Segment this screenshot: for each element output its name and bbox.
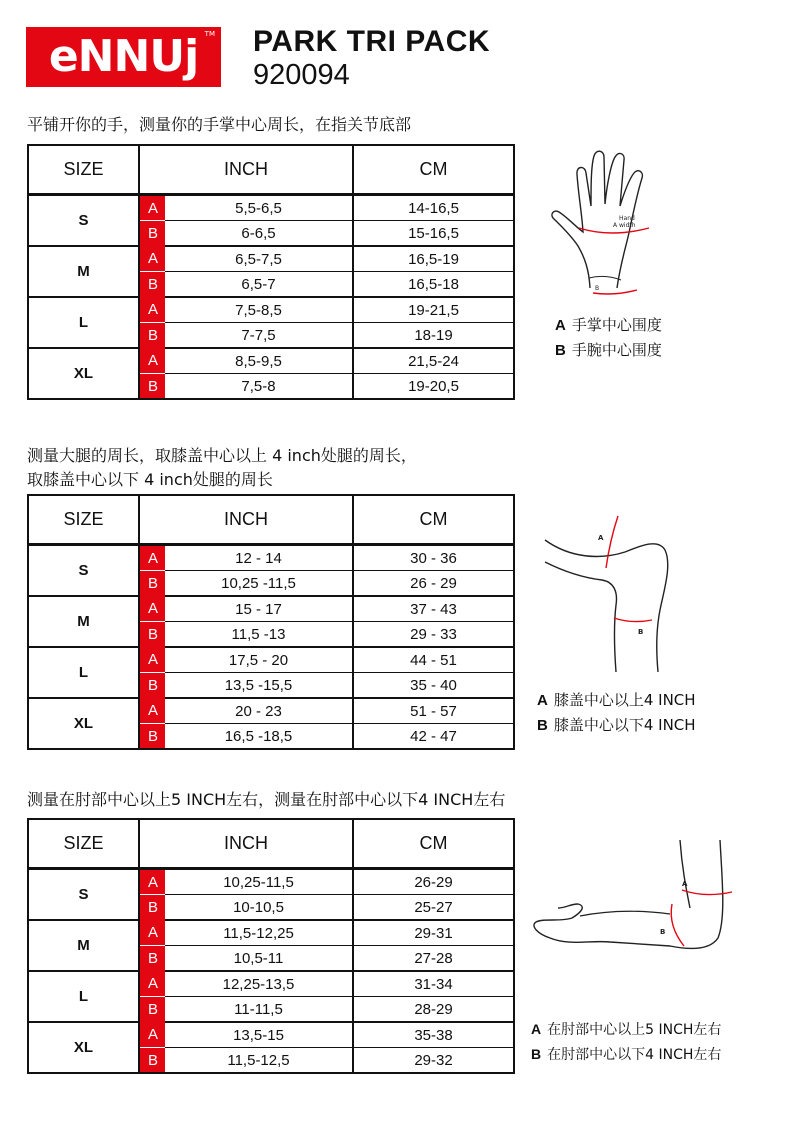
mark-a: A xyxy=(139,545,165,571)
inch-value: 13,5-15 xyxy=(165,1022,353,1048)
trademark: TM xyxy=(204,30,215,38)
inch-header: INCH xyxy=(139,145,353,195)
size-label: XL xyxy=(28,348,139,399)
mark-b: B xyxy=(139,1048,165,1074)
wrist-measure-line xyxy=(593,290,637,294)
cm-value: 25-27 xyxy=(353,895,514,921)
inch-value: 5,5-6,5 xyxy=(165,195,353,221)
heading-line: 平铺开你的手，测量你的手掌中心周长，在指关节底部 xyxy=(27,115,412,134)
cm-value: 19-20,5 xyxy=(408,377,459,395)
calf-measure-line xyxy=(614,618,652,622)
inch-value: 12 - 14 xyxy=(165,545,353,571)
a-label: A xyxy=(598,534,604,542)
size-header: SIZE xyxy=(28,819,139,869)
a-width-label: A width xyxy=(613,222,636,229)
cm-value: 26-29 xyxy=(353,869,514,895)
mark-a: A xyxy=(139,971,165,997)
size-label: L xyxy=(28,971,139,1022)
mark-a: A xyxy=(139,297,165,323)
table-row xyxy=(28,1022,514,1048)
arm-outline xyxy=(534,840,723,948)
mark-a: A xyxy=(139,869,165,895)
mark-a: A xyxy=(139,647,165,673)
table-row xyxy=(28,647,514,673)
mark-b: B xyxy=(139,272,165,298)
hand-illustration xyxy=(545,148,685,307)
mark-b: B xyxy=(139,997,165,1023)
heading-line: 测量大腿的周长，取膝盖中心以上 4 inch处腿的周长， xyxy=(27,446,417,465)
inch-value: 6,5-7,5 xyxy=(165,246,353,272)
cm-header: CM xyxy=(353,819,514,869)
inch-value: 6-6,5 xyxy=(165,221,353,247)
cm-value: 14-16,5 xyxy=(353,195,514,221)
cm-value: 15-16,5 xyxy=(353,221,514,247)
inch-value: 11,5-12,5 xyxy=(165,1048,353,1074)
a-label: A xyxy=(682,880,688,888)
mark-a: A xyxy=(139,920,165,946)
table-row xyxy=(28,869,514,895)
mark-b: B xyxy=(139,374,165,400)
cm-value: 28-29 xyxy=(353,997,514,1023)
inch-value: 16,5 -18,5 xyxy=(165,724,353,750)
cm-value: 42 - 47 xyxy=(410,727,457,745)
legend-item-a: A 手掌中心围度 xyxy=(555,316,662,334)
inch-value: 10,25-11,5 xyxy=(165,869,353,895)
upper-arm-outline xyxy=(680,840,690,908)
inch-value: 10-10,5 xyxy=(165,895,353,921)
mark-b: B xyxy=(139,895,165,921)
inch-value: 17,5 - 20 xyxy=(165,647,353,673)
mark-b: B xyxy=(139,622,165,648)
size-label: L xyxy=(28,297,139,348)
table-row xyxy=(28,246,514,272)
b-label: B xyxy=(595,285,600,292)
inch-value: 7,5-8,5 xyxy=(165,297,353,323)
inch-value: 8,5-9,5 xyxy=(165,348,353,374)
table-header-row xyxy=(28,495,514,545)
inch-value: 7-7,5 xyxy=(165,323,353,349)
cm-value: 16,5-18 xyxy=(353,272,514,298)
cm-value: 19-21,5 xyxy=(353,297,514,323)
cm-value: 44 - 51 xyxy=(353,647,514,673)
mark-b: B xyxy=(139,724,165,750)
table-row xyxy=(28,195,514,221)
cm-value: 35-38 xyxy=(353,1022,514,1048)
section-elbow-heading xyxy=(27,788,505,812)
upper-measure-line xyxy=(682,890,732,895)
mark-b: B xyxy=(139,673,165,699)
size-header: SIZE xyxy=(28,145,139,195)
table-row xyxy=(28,348,514,374)
cm-value: 35 - 40 xyxy=(353,673,514,699)
inch-value: 15 - 17 xyxy=(165,596,353,622)
size-label: S xyxy=(28,545,139,597)
size-table-elbow xyxy=(27,818,515,1074)
section-hand-heading xyxy=(27,113,411,137)
heading-line: 取膝盖中心以下 4 inch处腿的周长 xyxy=(27,470,273,489)
legend-item-b: B 膝盖中心以下4 INCH xyxy=(537,716,696,734)
cm-value: 18-19 xyxy=(353,323,514,349)
table-row xyxy=(28,920,514,946)
size-table-hand xyxy=(27,144,515,400)
thigh-measure-line xyxy=(606,516,618,568)
legend-item-a: A 在肘部中心以上5 INCH左右 xyxy=(531,1021,722,1038)
wrist-crease xyxy=(589,276,621,280)
mark-a: A xyxy=(139,596,165,622)
inch-value: 7,5-8 xyxy=(165,374,353,400)
table-header-row xyxy=(28,819,514,869)
knee-legend xyxy=(537,688,696,738)
brand-logo xyxy=(26,27,221,87)
inch-header: INCH xyxy=(139,495,353,545)
table-row xyxy=(28,971,514,997)
elbow-illustration xyxy=(530,838,750,972)
section-knee-heading xyxy=(27,444,417,492)
size-label: M xyxy=(28,596,139,647)
forearm-outline xyxy=(580,911,670,916)
product-name: PARK TRI PACK xyxy=(253,25,491,58)
elbow-legend xyxy=(531,1017,721,1067)
table-row xyxy=(28,596,514,622)
mark-b: B xyxy=(139,221,165,247)
legend-item-a: A 膝盖中心以上4 INCH xyxy=(537,691,696,709)
inch-value: 11-11,5 xyxy=(165,997,353,1023)
mark-a: A xyxy=(139,246,165,272)
cm-value: 21,5-24 xyxy=(353,348,514,374)
table-row xyxy=(28,698,514,724)
b-label: B xyxy=(660,928,666,936)
cm-value: 29-31 xyxy=(353,920,514,946)
hand-label: Hand xyxy=(619,215,635,222)
leg-outline-bottom xyxy=(545,562,616,672)
hand-legend xyxy=(555,313,662,363)
b-label: B xyxy=(638,628,644,636)
product-code: 920094 xyxy=(253,59,350,91)
inch-value: 20 - 23 xyxy=(165,698,353,724)
cm-value: 31-34 xyxy=(353,971,514,997)
size-label: S xyxy=(28,195,139,247)
mark-a: A xyxy=(139,348,165,374)
size-label: M xyxy=(28,920,139,971)
mark-a: A xyxy=(139,195,165,221)
cm-value: 27-28 xyxy=(353,946,514,972)
lower-measure-line xyxy=(671,904,684,946)
size-label: L xyxy=(28,647,139,698)
mark-b: B xyxy=(139,571,165,597)
size-table-knee xyxy=(27,494,515,750)
inch-header: INCH xyxy=(139,819,353,869)
cm-value: 16,5-19 xyxy=(353,246,514,272)
mark-b: B xyxy=(139,946,165,972)
inch-value: 12,25-13,5 xyxy=(165,971,353,997)
inch-value: 13,5 -15,5 xyxy=(165,673,353,699)
cm-header: CM xyxy=(353,145,514,195)
size-label: M xyxy=(28,246,139,297)
size-label: S xyxy=(28,869,139,921)
knee-illustration xyxy=(540,510,680,679)
logo-text: eNNUj xyxy=(48,31,199,82)
cm-value: 26 - 29 xyxy=(353,571,514,597)
table-header-row xyxy=(28,145,514,195)
inch-value: 10,25 -11,5 xyxy=(165,571,353,597)
legend-item-b: B 手腕中心围度 xyxy=(555,341,662,359)
cm-header: CM xyxy=(353,495,514,545)
inch-value: 10,5-11 xyxy=(165,946,353,972)
leg-outline-top xyxy=(545,540,668,672)
cm-value: 30 - 36 xyxy=(353,545,514,571)
inch-value: 11,5-12,25 xyxy=(165,920,353,946)
mark-a: A xyxy=(139,698,165,724)
cm-value: 29 - 33 xyxy=(353,622,514,648)
legend-item-b: B 在肘部中心以下4 INCH左右 xyxy=(531,1046,722,1063)
size-label: XL xyxy=(28,698,139,749)
cm-value: 29-32 xyxy=(414,1051,453,1069)
mark-a: A xyxy=(139,1022,165,1048)
table-row xyxy=(28,297,514,323)
cm-value: 37 - 43 xyxy=(353,596,514,622)
size-label: XL xyxy=(28,1022,139,1073)
heading-line: 测量在肘部中心以上5 INCH左右，测量在肘部中心以下4 INCH左右 xyxy=(27,790,506,809)
size-header: SIZE xyxy=(28,495,139,545)
inch-value: 11,5 -13 xyxy=(165,622,353,648)
mark-b: B xyxy=(139,323,165,349)
cm-value: 51 - 57 xyxy=(353,698,514,724)
table-row xyxy=(28,545,514,571)
inch-value: 6,5-7 xyxy=(165,272,353,298)
